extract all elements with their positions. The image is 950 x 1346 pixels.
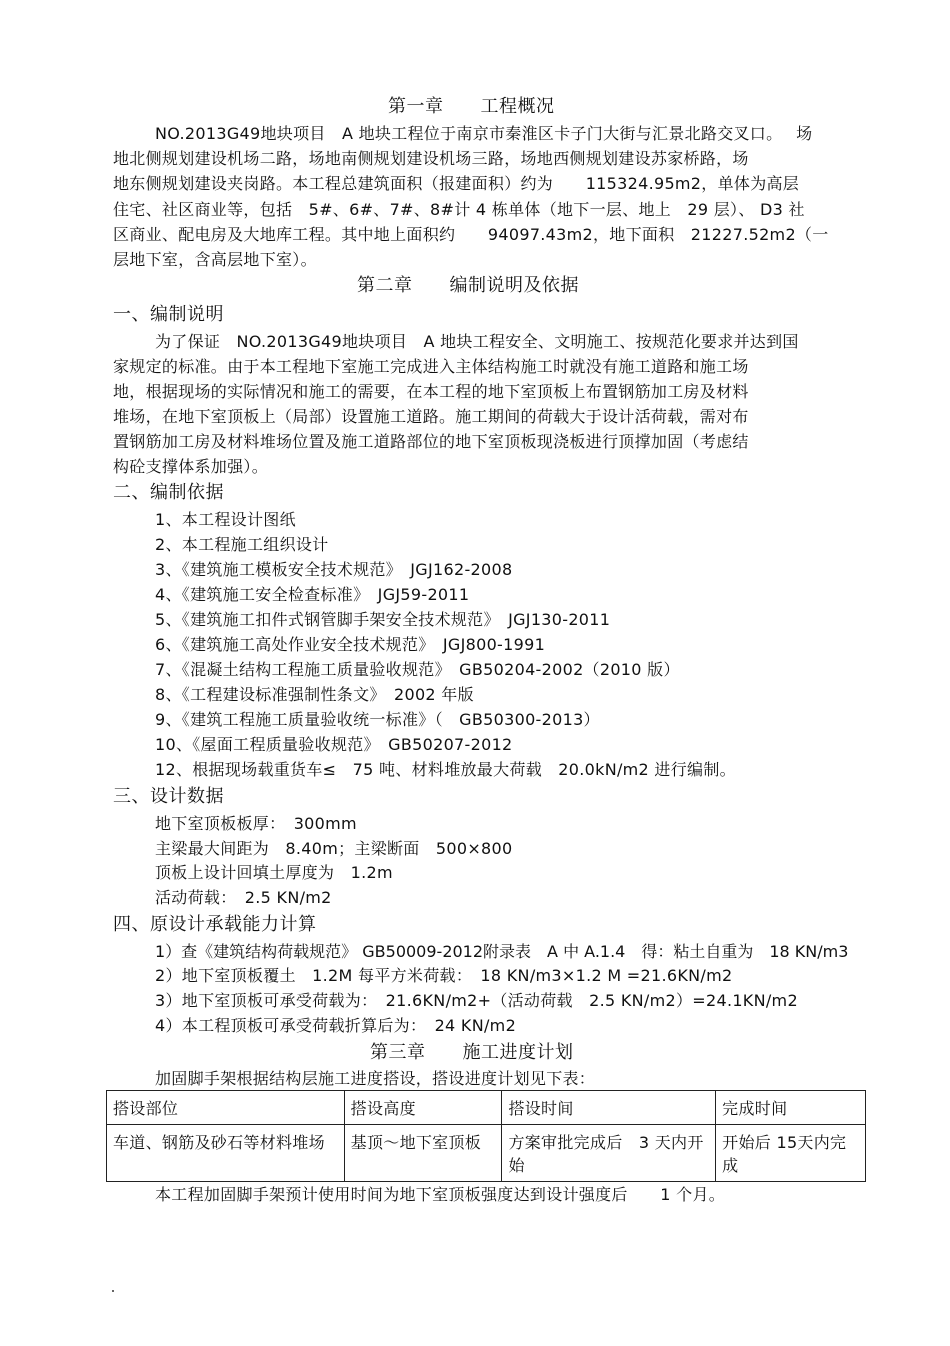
reference-item: 9、《建筑工程施工质量验收统一标准》（ GB50300-2013） [155,710,600,729]
table-cell: 车道、钢筋及砂石等材料堆场 [107,1125,345,1182]
paragraph-line: 地，根据现场的实际情况和施工的需要，在本工程的地下室顶板上布置钢筋加工房及材料 [113,382,749,401]
reference-item: 5、《建筑施工扣件式钢管脚手架安全技术规范》 JGJ130-2011 [155,610,611,629]
table-header-cell: 搭设部位 [107,1091,345,1125]
table-header-cell: 搭设高度 [344,1091,502,1125]
table-header-cell: 搭设时间 [502,1091,716,1125]
paragraph-line: NO.2013G49地块项目 A 地块工程位于南京市秦淮区卡子门大街与汇景北路交叉口。 场 [155,124,813,143]
section-title: 二、编制依据 [113,482,224,503]
reference-item: 6、《建筑施工高处作业安全技术规范》 JGJ800-1991 [155,635,546,654]
table-header-row [107,1091,866,1125]
reference-item: 12、根据现场载重货车≤ 75 吨、材料堆放最大荷载 20.0kN/m2 进行编制。 [155,760,736,779]
calc-item: 1）查《建筑结构荷载规范》 GB50009-2012附录表 A 中 A.1.4 得：粘土自重为 18 KN/m3 [155,942,849,961]
table-row [107,1125,866,1182]
table-cell: 方案审批完成后 3 天内开始 [502,1125,716,1182]
reference-item: 1、本工程设计图纸 [155,510,296,529]
reference-item: 2、本工程施工组织设计 [155,535,329,554]
design-data-item: 主梁最大间距为 8.40m；主梁断面 500×800 [155,839,513,858]
paragraph-line: 置钢筋加工房及材料堆场位置及施工道路部位的地下室顶板现浇板进行顶撑加固（考虑结 [113,432,749,451]
reference-item: 10、《屋面工程质量验收规范》 GB50207-2012 [155,735,513,754]
table-cell: 基顶～地下室顶板 [344,1125,502,1182]
section-title: 四、原设计承载能力计算 [113,914,317,935]
chapter-3-title: 第三章 施工进度计划 [370,1042,574,1063]
paragraph-line: 本工程加固脚手架预计使用时间为地下室顶板强度达到设计强度后 1 个月。 [155,1185,726,1204]
reference-item: 3、《建筑施工模板安全技术规范》 JGJ162-2008 [155,560,513,579]
section-title: 三、设计数据 [113,786,224,807]
table-header-cell: 完成时间 [716,1091,866,1125]
paragraph-line: 住宅、社区商业等，包括 5#、6#、7#、8#计 4 栋单体（地下一层、地上 29 层）、 D3 社 [113,200,805,219]
design-data-item: 顶板上设计回填土厚度为 1.2m [155,863,393,882]
chapter-1-title: 第一章 工程概况 [388,96,555,117]
paragraph-line: 层地下室，含高层地下室）。 [113,250,317,269]
paragraph-line: 加固脚手架根据结构层施工进度搭设，搭设进度计划见下表： [155,1069,596,1088]
page-speck [112,1290,114,1292]
calc-item: 2）地下室顶板覆土 1.2M 每平方米荷载： 18 KN/m3×1.2 M =21.6KN/m2 [155,966,733,985]
calc-item: 4）本工程顶板可承受荷载折算后为： 24 KN/m2 [155,1016,517,1035]
paragraph-line: 家规定的标准。由于本工程地下室施工完成进入主体结构施工时就没有施工道路和施工场 [113,357,749,376]
paragraph-line: 区商业、配电房及大地库工程。其中地上面积约 94097.43m2，地下面积 21227.52m2（一 [113,225,829,244]
paragraph-line: 构砼支撑体系加强）。 [113,457,269,476]
paragraph-line: 地北侧规划建设机场二路，场地南侧规划建设机场三路，场地西侧规划建设苏家桥路，场 [113,149,749,168]
reference-item: 4、《建筑施工安全检查标准》 JGJ59-2011 [155,585,470,604]
paragraph-line: 堆场，在地下室顶板上（局部）设置施工道路。施工期间的荷载大于设计活荷载，需对布 [113,407,749,426]
section-title: 一、编制说明 [113,304,224,325]
reference-item: 8、《工程建设标准强制性条文》 2002 年版 [155,685,474,704]
design-data-item: 地下室顶板板厚： 300mm [155,814,357,833]
calc-item: 3）地下室顶板可承受荷载为： 21.6KN/m2+（活动荷载 2.5 KN/m2）=24.1KN/m2 [155,991,798,1010]
paragraph-line: 地东侧规划建设夹岗路。本工程总建筑面积（报建面积）约为 115324.95m2，单体为高层 [113,174,800,193]
table-cell: 开始后 15天内完成 [716,1125,866,1182]
paragraph-line: 为了保证 NO.2013G49地块项目 A 地块工程安全、文明施工、按规范化要求并达到国 [155,332,799,351]
chapter-2-title: 第二章 编制说明及依据 [357,275,579,296]
reference-item: 7、《混凝土结构工程施工质量验收规范》 GB50204-2002（2010 版） [155,660,680,679]
design-data-item: 活动荷载： 2.5 KN/m2 [155,888,332,907]
schedule-table [106,1090,866,1182]
